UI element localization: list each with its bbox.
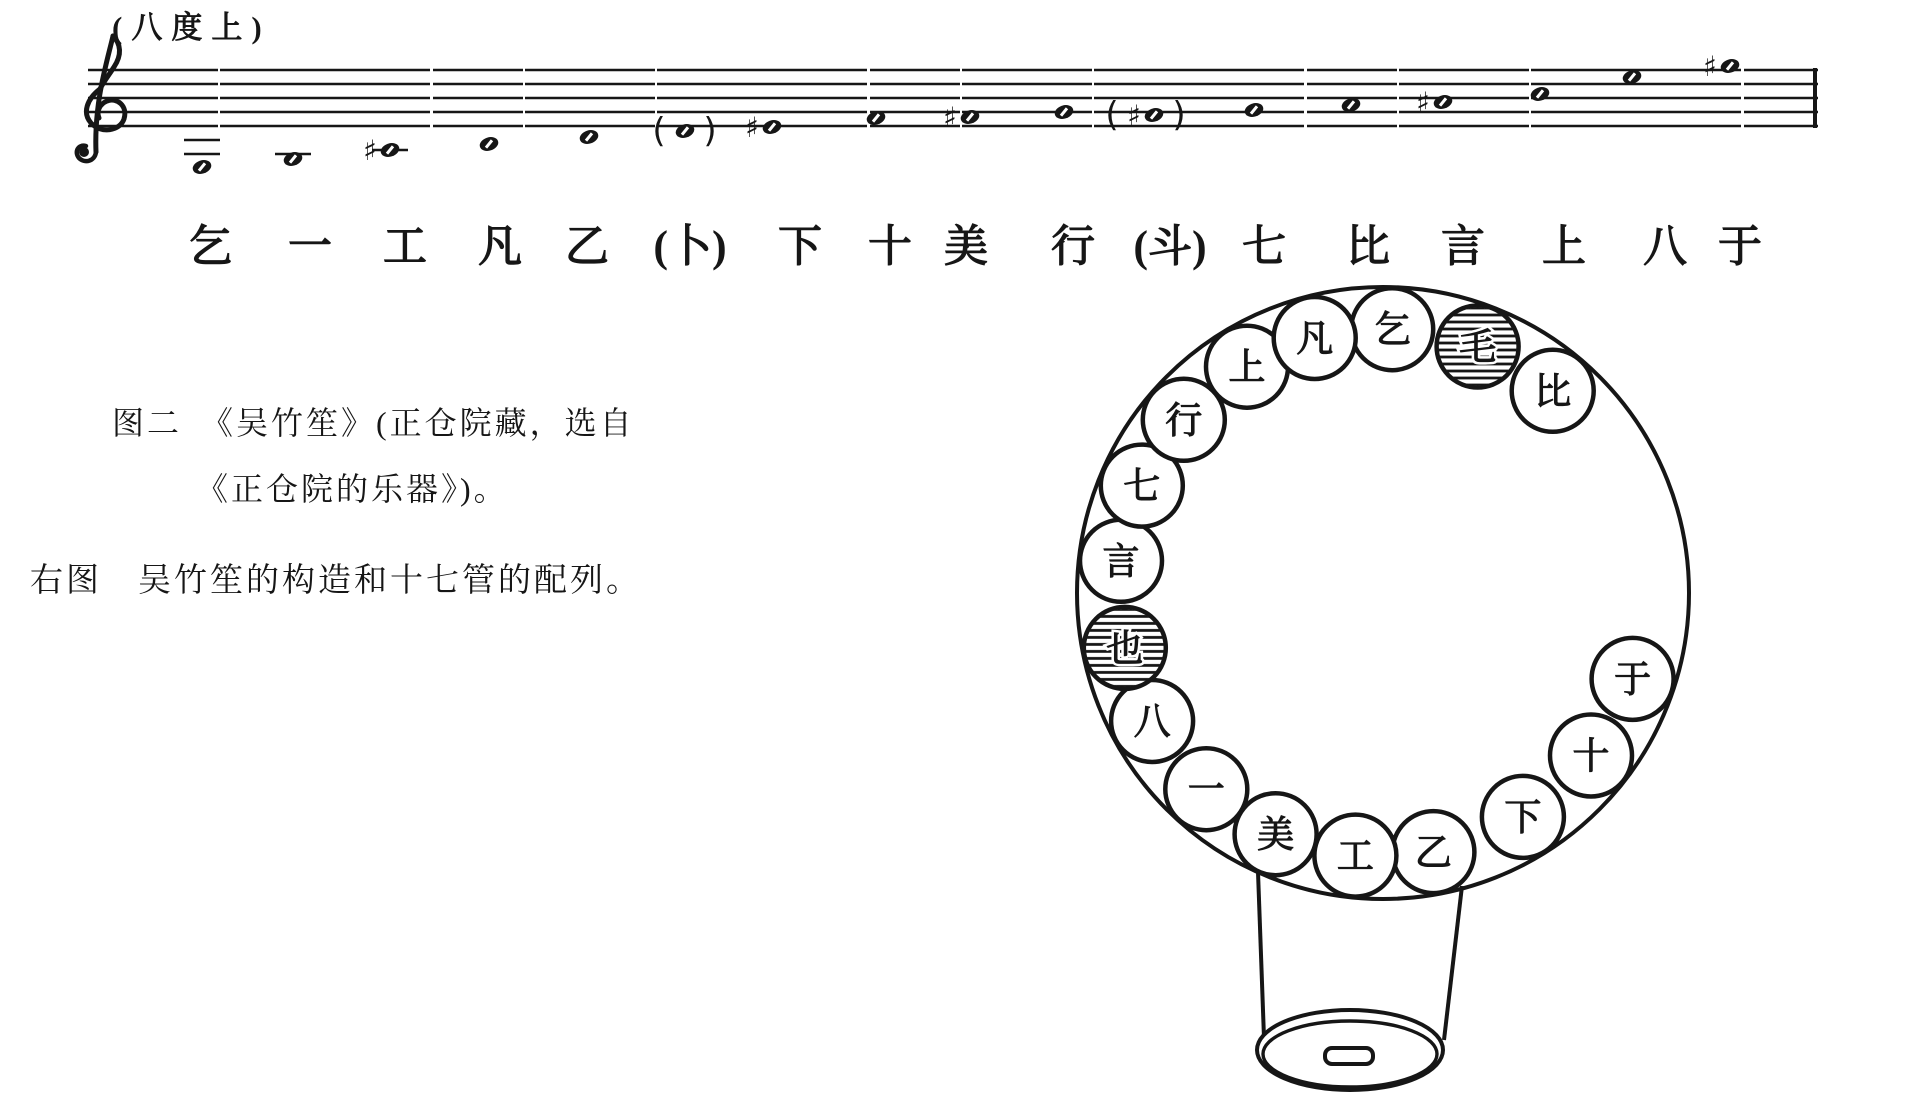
mouthpiece-left-edge <box>1258 872 1264 1038</box>
pipe-circle <box>1482 776 1564 858</box>
sharp-sign: ♯ <box>943 101 957 134</box>
pipe-label: 一 <box>1187 770 1225 812</box>
pipes-layer <box>1080 288 1674 896</box>
pipe-circle <box>1235 793 1317 875</box>
figure-caption-line1: 图二 《吴竹笙》(正仓院藏，选自 <box>112 405 635 441</box>
pipe-label: 凡 <box>1296 319 1334 360</box>
pipe-circle <box>1165 748 1247 830</box>
pipe-circle <box>1392 811 1474 893</box>
sharp-sign: ♯ <box>1127 99 1141 132</box>
pipe-name: 美 <box>944 222 988 271</box>
pipe-label: 十 <box>1572 736 1610 778</box>
pipe-name: 言 <box>1441 222 1485 271</box>
pipe-label: 美 <box>1257 815 1295 857</box>
octave-up-label: (八度上) <box>112 10 271 45</box>
pipe-circle-mute <box>1084 607 1166 689</box>
pipe-name: 乙 <box>565 222 609 271</box>
pipe-circle <box>1550 715 1632 797</box>
pipe-name: 十 <box>868 222 912 271</box>
pipe-label: 毛 <box>1459 327 1497 369</box>
pipe-name: 工 <box>383 222 427 271</box>
sharp-sign: ♯ <box>1416 86 1430 119</box>
sharp-sign: ♯ <box>363 134 377 167</box>
mouthpiece-right-edge <box>1444 886 1462 1040</box>
pipe-label: 行 <box>1165 400 1203 442</box>
paren-open: ( <box>1105 95 1119 135</box>
paren-open: ( <box>652 111 666 151</box>
sharp-sign: ♯ <box>745 111 759 144</box>
pipe-circle <box>1351 288 1433 370</box>
pipe-name: 比 <box>1346 222 1390 271</box>
paren-close: ) <box>1172 95 1186 135</box>
pipe-label: 乙 <box>1414 833 1452 875</box>
pipe-label: 七 <box>1123 466 1161 508</box>
pipe-label: 也 <box>1106 628 1144 670</box>
pipe-label: 八 <box>1133 702 1171 743</box>
pipe-name: 七 <box>1242 222 1286 271</box>
mouthpiece <box>1257 872 1462 1090</box>
pipe-circle <box>1314 815 1396 897</box>
pipe-label: 下 <box>1504 797 1542 839</box>
pipe-name: (斗) <box>1133 222 1207 271</box>
pipe-circle <box>1512 350 1594 432</box>
paren-close: ) <box>703 111 717 151</box>
pipe-label: 比 <box>1534 371 1572 413</box>
pipe-name: (卜) <box>653 222 727 271</box>
pipe-circle <box>1080 520 1162 602</box>
pipe-circle <box>1592 638 1674 720</box>
pipe-label: 工 <box>1336 836 1374 878</box>
pipe-label: 言 <box>1102 541 1140 583</box>
figure-caption-line3: 右图 吴竹笙的构造和十七管的配列。 <box>30 563 642 599</box>
sharp-sign: ♯ <box>1703 50 1717 83</box>
pipe-circle <box>1274 297 1356 379</box>
pipe-name: 行 <box>1051 222 1095 271</box>
figure-caption-line2: 《正仓院的乐器》)。 <box>196 471 509 507</box>
pipe-circle <box>1111 680 1193 762</box>
blow-hole <box>1325 1048 1373 1064</box>
pipe-name: 上 <box>1542 222 1586 271</box>
pipe-name: 于 <box>1718 222 1762 271</box>
pipe-label: 乞 <box>1373 310 1411 352</box>
pipe-circle-mute <box>1437 306 1519 388</box>
pipe-name: 乞 <box>188 222 232 271</box>
pipe-label: 于 <box>1614 659 1652 701</box>
pipe-name: 八 <box>1643 222 1687 271</box>
pipe-name: 一 <box>288 222 332 271</box>
pipe-name: 凡 <box>478 222 522 271</box>
pipe-label: 上 <box>1228 347 1266 389</box>
pipe-name: 下 <box>778 222 822 271</box>
